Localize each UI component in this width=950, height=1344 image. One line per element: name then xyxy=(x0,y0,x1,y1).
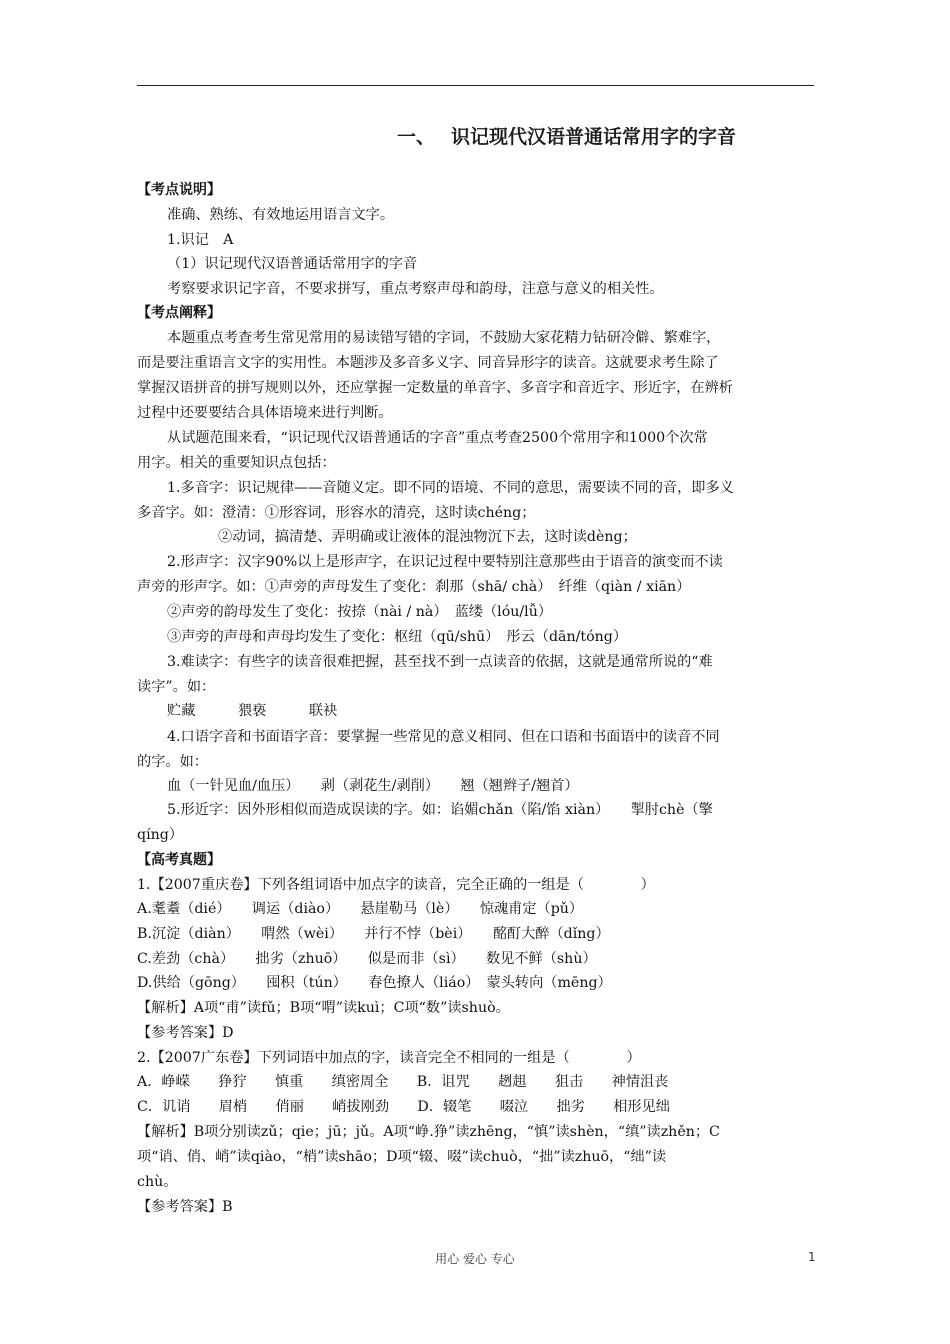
paragraph: 4.口语字音和书面语字音：要掌握一些常见的意义相同、但在口语和书面语中的读音不同 xyxy=(167,729,720,745)
paragraph: 本题重点考查考生常见常用的易读错写错的字词，不鼓励大家花精力钻研冷僻、繁难字， xyxy=(167,330,721,346)
paragraph: ②声旁的韵母发生了变化：按捺（nài / nà） 蓝缕（lóu/lǚ） xyxy=(167,604,553,620)
paragraph: 2.形声字：汉字90%以上是形声字，在识记过程中要特别注意那些由于语音的演变而不读 xyxy=(167,554,723,570)
heading-kaodian-shuoming: 【考点说明】 xyxy=(137,182,221,198)
page-footer: 用心 爱心 专心 xyxy=(435,1252,515,1266)
question-2-options-ab: A．峥嵘 狰狞 慎重 缜密周全 B．诅咒 趔趄 狙击 神情沮丧 xyxy=(137,1074,669,1090)
question-1-option-d: D.供给（gōng） 囤积（tún） 春色撩人（liáo） 蒙头转向（mēng） xyxy=(137,975,612,991)
paragraph: 掌握汉语拼音的拼写规则以外，还应掌握一定数量的单音字、多音字和音近字、形近字，在辨析 xyxy=(137,380,733,396)
paragraph: ②动词，搞清楚、弄明确或让液体的混浊物沉下去，这时读dèng； xyxy=(218,529,637,545)
question-2-answer: 【参考答案】B xyxy=(137,1199,233,1215)
paragraph: 5.形近字：因外形相似而造成误读的字。如：谄媚chǎn（陷/馅 xiàn） 掣肘chè（擎 xyxy=(167,802,713,818)
section-number: 一、 xyxy=(397,126,436,148)
paragraph: 考察要求识记字音，不要求拼写，重点考察声母和韵母，注意与意义的相关性。 xyxy=(167,281,664,297)
paragraph: 3.难读字：有些字的读音很难把握，甚至找不到一点读音的依据，这就是通常所说的“难 xyxy=(167,654,713,670)
question-1: 1.【2007重庆卷】下列各组词语中加点字的读音，完全正确的一组是（ ） xyxy=(137,877,655,893)
paragraph: 1.识记 A xyxy=(167,232,234,248)
question-2-analysis: 【解析】B项分别读zǔ；qie；jū；jǔ。A项“峥.狰”读zhēng，“慎”读shèn，“缜”读zhěn；C xyxy=(137,1124,720,1140)
paragraph: 准确、熟练、有效地运用语言文字。 xyxy=(167,207,395,223)
paragraph: ③声旁的声母和声母均发生了变化：枢纽（qū/shū） 彤云（dān/tóng） xyxy=(167,629,628,645)
paragraph: 声旁的形声字。如：①声旁的声母发生了变化：刹那（shā/ chà） 纤维（qiàn / xiān） xyxy=(137,579,691,595)
heading-kaodian-chanshi: 【考点阐释】 xyxy=(137,305,221,321)
paragraph: 的字。如： xyxy=(137,754,208,770)
question-2: 2.【2007广东卷】下列词语中加点的字，读音完全不相同的一组是（ ） xyxy=(137,1050,641,1066)
question-2-analysis: 项“诮、俏、峭”读qiào，“梢”读shāo；D项“辍、啜”读chuò，“拙”读zhuō，“绌”读 xyxy=(137,1149,667,1165)
paragraph: 血（一针见血/血压） 剥（剥花生/剥削） 翘（翘辫子/翘首） xyxy=(167,778,579,794)
paragraph: （1）识记现代汉语普通话常用字的字音 xyxy=(167,256,418,272)
paragraph: 1.多音字：识记规律——音随义定。即不同的语境、不同的意思，需要读不同的音，即多义 xyxy=(167,480,734,496)
question-1-analysis: 【解析】A项“甫”读fǔ；B项“喟”读kuì；C项“数”读shuò。 xyxy=(137,1000,510,1016)
question-1-option-b: B.沉淀（diàn） 喟然（wèi） 并行不悖（bèi） 酩酊大醉（dǐng） xyxy=(137,926,610,942)
paragraph: qíng） xyxy=(137,827,184,843)
question-1-answer: 【参考答案】D xyxy=(137,1025,234,1041)
paragraph: 而是要注重语言文字的实用性。本题涉及多音多义字、同音异形字的读音。这就要求考生除了 xyxy=(137,355,719,371)
question-1-option-a: A.耄耋（dié） 调运（diào） 悬崖勒马（lè） 惊魂甫定（pǔ） xyxy=(137,901,584,917)
paragraph: 贮藏 猥亵 联袂 xyxy=(167,703,338,719)
page-number: 1 xyxy=(808,1250,816,1264)
paragraph: 多音字。如：澄清：①形容词，形容水的清亮，这时读chéng； xyxy=(137,505,536,521)
section-title: 识记现代汉语普通话常用字的字音 xyxy=(451,126,737,148)
question-2-options-cd: C．讥诮 眉梢 俏丽 峭拔刚劲 D．辍笔 啜泣 拙劣 相形见绌 xyxy=(137,1099,670,1115)
paragraph: 用字。相关的重要知识点包括： xyxy=(137,455,336,471)
paragraph: 读字”。如： xyxy=(137,679,216,695)
paragraph: 过程中还要要结合具体语境来进行判断。 xyxy=(137,405,393,421)
question-2-analysis: chù。 xyxy=(137,1174,178,1190)
heading-gaokao-zhenti: 【高考真题】 xyxy=(137,852,221,868)
question-1-option-c: C.差劲（chà） 拙劣（zhuō） 似是而非（sì） 数见不鲜（shù） xyxy=(137,951,597,967)
header-rule xyxy=(137,85,814,86)
paragraph: 从试题范围来看，“识记现代汉语普通话的字音”重点考查2500个常用字和1000个次常 xyxy=(167,430,708,446)
